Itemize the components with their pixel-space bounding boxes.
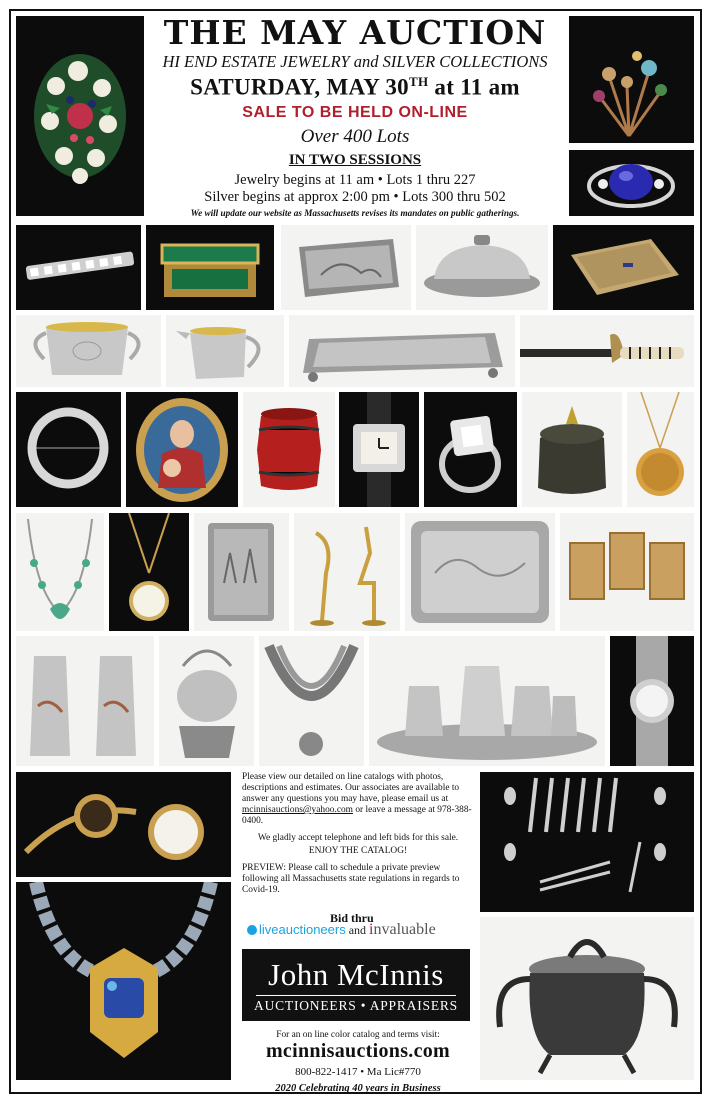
auction-title: THE MAY AUCTION [163,13,547,52]
photo-sword [520,315,694,387]
photo-silver-tray [289,315,515,387]
photo-diamond-ring [424,392,517,507]
photo-diamond-bracelet [16,225,141,310]
preview-label: PREVIEW: [242,863,286,873]
online-sale-notice: SALE TO BE HELD ON-LINE [242,104,468,121]
photo-silver-tea-service [369,636,605,766]
visit-text: For an on line color catalog and terms visit: [276,1030,440,1040]
photo-silver-creamer [166,315,284,387]
logo-divider [256,995,456,996]
company-tagline: AUCTIONEERS • APPRAISERS [254,998,458,1013]
session-jewelry: Jewelry begins at 11 am • Lots 1 thru 227 [234,172,476,188]
photo-tea-caddy [522,392,622,507]
photo-rolex-watch [610,636,694,766]
preview-paragraph [242,863,474,896]
photo-madonna-brooch [126,392,238,507]
photo-silver-dragon-urn [480,917,694,1080]
photo-gold-compact [553,225,694,310]
photo-engraved-silver-tray [405,513,555,631]
date-suffix: TH [408,74,429,89]
enjoy-catalog: ENJOY THE CATALOG! [308,846,408,856]
sessions-heading: IN TWO SESSIONS [288,152,422,168]
auction-subtitle: HI END ESTATE JEWELRY and SILVER COLLECTIONS [162,52,548,71]
company-logo [243,950,469,1020]
photo-diamond-watch [339,392,419,507]
photo-diamond-circle-pin [16,392,121,507]
bids-note: We gladly accept telephone and left bids for this sale. [257,833,459,843]
email-link[interactable]: mcinnisauctions@yahoo.com [242,805,353,815]
preview-text: Please call to schedule a private preview following all Massachusetts state regulations in regards to Covid-19. [242,863,460,895]
photo-malachite-box [146,225,274,310]
invaluable-rest: nvaluable [373,921,436,938]
and-text: and [348,923,367,937]
photo-pocket-watch [109,513,189,631]
catalog-text-start: Please view our detailed on line catalogs with photos, descriptions and estimates. Our associates are available to answer any questions you may have, please email us at [242,772,460,804]
photo-sapphire-ring [569,150,694,216]
date-time: at 11 am [428,74,520,100]
photo-rolex-gold-watches [16,772,231,877]
photo-silver-vases [16,636,154,766]
catalog-paragraph [242,772,474,827]
photo-floral-spray-brooch [569,16,694,143]
photo-gold-figures [294,513,400,631]
photo-pearl-gem-brooch [16,16,144,216]
company-name: John McInnis [268,957,444,992]
photo-silver-collar-necklace [259,636,364,766]
photo-red-barrel-box [243,392,335,507]
anniversary-note: 2020 Celebrating 40 years in Business [275,1083,441,1094]
invaluable-i: i [369,921,374,938]
photo-silver-sugar-bowl [16,315,161,387]
photo-opal-necklace [16,882,231,1080]
liveauctioneers-link[interactable]: liveauctioneers [259,922,346,937]
session-silver: Silver begins at approx 2:00 pm • Lots 300 thru 502 [204,189,506,205]
bid-thru-label: Bid thru [330,911,374,925]
liveauctioneers-logo-icon [247,925,257,935]
lot-count: Over 400 Lots [300,126,410,147]
invaluable-link[interactable] [369,921,436,938]
photo-silver-entree-dish [416,225,548,310]
photo-silver-kettle [159,636,254,766]
update-note: We will update our website as Massachusetts revises its mandates on public gatherings. [190,208,520,218]
date-main: SATURDAY, MAY 30 [190,74,409,100]
photo-gold-coin-pendant [627,392,694,507]
website-link[interactable]: mcinnisauctions.com [265,1040,451,1062]
photo-silver-flatware [480,772,694,912]
catalog-info [242,772,474,902]
photo-silver-cigarette-box [281,225,411,310]
phone-license: 800-822-1417 • Ma Lic#770 [295,1066,421,1078]
photo-silver-card-case [194,513,289,631]
photo-gold-link-bracelet [560,513,694,631]
bidding-platforms [247,921,472,939]
photo-squash-blossom-necklace [16,513,104,631]
auction-date [150,74,560,101]
catalog-text-end: or leave a message at 978-388-0400. [242,805,472,826]
